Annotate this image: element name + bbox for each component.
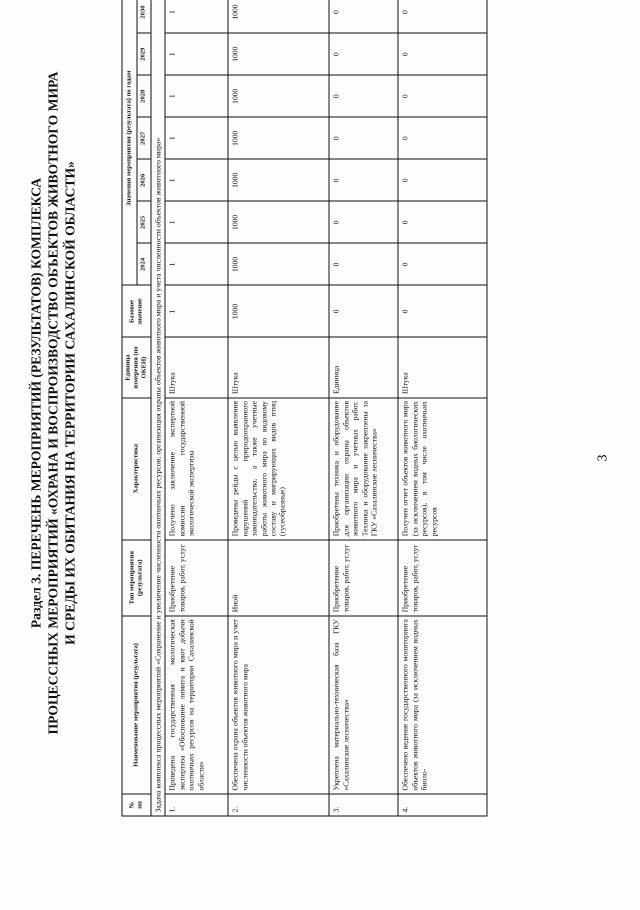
task-text: Задача комплекса процессных мероприятий «Сохранение и увеличение численности охотничьих ресурсов, организация охраны объектов животного мира и учета численности объектов животного мира» <box>151 0 165 816</box>
task-row <box>151 0 165 816</box>
header-type: Тип мероприятия (результата) <box>122 539 151 615</box>
row-value: 0 <box>398 201 487 243</box>
row-value: 1 <box>165 0 228 33</box>
row-value: 1 <box>165 75 228 117</box>
row-value: 0 <box>329 117 398 159</box>
row-value: 0 <box>398 159 487 201</box>
row-value: 1000 <box>228 117 329 159</box>
row-name: Обеспечено ведение государственного мониторинга объектов животного мира (за исключением водных биоло- <box>398 615 487 793</box>
row-name: Обеспечена охрана объектов животного мира и учет численности объектов животного мира <box>228 615 329 793</box>
row-value: 1000 <box>228 0 329 33</box>
row-type: Иной <box>228 539 329 615</box>
header-year: 2025 <box>136 201 151 243</box>
row-value: 0 <box>398 117 487 159</box>
row-value: 0 <box>329 75 398 117</box>
row-value: 0 <box>398 243 487 285</box>
row-base: 0 <box>329 285 398 337</box>
rotated-landscape-content <box>25 0 635 820</box>
table-row <box>398 0 487 816</box>
row-value: 1000 <box>228 159 329 201</box>
header-name: Наименование мероприятия (результата) <box>122 615 151 793</box>
row-unit: Штука <box>398 337 487 397</box>
row-base: 0 <box>398 285 487 337</box>
row-number: 2. <box>228 793 329 815</box>
table-row <box>228 0 329 816</box>
row-characteristic: Получен отчет объектов животного мира (за исключением водных биологических ресурсов), в том числе охотничьих ресурсов <box>398 397 487 539</box>
table-row <box>165 0 228 816</box>
page-number: 3 <box>595 454 611 462</box>
header-no: № пп <box>122 793 151 815</box>
row-value: 1000 <box>228 75 329 117</box>
row-characteristic: Получено заключение экспертной комиссии государственной экологической экспертизы <box>165 397 228 539</box>
row-type: Приобретение товаров, работ, услуг <box>398 539 487 615</box>
row-value: 1 <box>165 159 228 201</box>
header-row <box>122 0 137 816</box>
row-name: Укреплена материально-техническая база ГКУ «Сахалинские лесничества» <box>329 615 398 793</box>
heading-line-1: Раздел 3. ПЕРЕЧЕНЬ МЕРОПРИЯТИЙ (РЕЗУЛЬТАТОВ) КОМПЛЕКСА <box>28 177 43 628</box>
header-year: 2027 <box>136 117 151 159</box>
row-value: 0 <box>398 75 487 117</box>
table-row <box>329 0 398 816</box>
header-base: Базовое значение <box>122 285 151 337</box>
section-heading <box>27 0 78 820</box>
row-value: 0 <box>398 0 487 33</box>
header-values-group: Значения мероприятия (результата) по годам <box>122 0 137 285</box>
row-value: 0 <box>329 0 398 33</box>
row-characteristic: Проведены рейды с целью выявления нарушений природоохранного законодательства, а также учетные работы животного мира по видовому составу и мигрирующих видов птиц (гусеобразные) <box>228 397 329 539</box>
row-number: 1. <box>165 793 228 815</box>
row-type: Приобретение товаров, работ, услуг <box>165 539 228 615</box>
heading-line-2: ПРОЦЕССНЫХ МЕРОПРИЯТИЙ «ОХРАНА И ВОСПРОИЗВОДСТВО ОБЪЕКТОВ ЖИВОТНОГО МИРА <box>45 71 60 734</box>
row-number: 3. <box>329 793 398 815</box>
row-unit: Штука <box>165 337 228 397</box>
measures-table <box>121 0 487 816</box>
heading-line-3: И СРЕДЫ ИХ ОБИТАНИЯ НА ТЕРРИТОРИИ САХАЛИНСКОЙ ОБЛАСТИ» <box>62 160 77 645</box>
row-number: 4. <box>398 793 487 815</box>
row-value: 0 <box>329 201 398 243</box>
row-value: 1 <box>165 117 228 159</box>
header-unit: Единица измерения (по ОКЕИ) <box>122 337 151 397</box>
header-year: 2029 <box>136 33 151 75</box>
row-characteristic: Приобретены техника и оборудование для организации охраны объектов животного мира и учетных работ. Техника и оборудование закреплены за ГКУ «Сахалинские лесничества» <box>329 397 398 539</box>
row-value: 1000 <box>228 33 329 75</box>
header-characteristic: Характеристика <box>122 397 151 539</box>
row-value: 0 <box>329 33 398 75</box>
row-unit: Единица <box>329 337 398 397</box>
row-value: 0 <box>398 33 487 75</box>
row-value: 0 <box>329 159 398 201</box>
header-year: 2030 <box>136 0 151 33</box>
row-name: Проведена государственная экологическая экспертиза «Обоснование лимита и квот добычи охотничьих ресурсов на территории Сахалинской области» <box>165 615 228 793</box>
header-year: 2028 <box>136 75 151 117</box>
row-base: 1000 <box>228 285 329 337</box>
row-value: 1 <box>165 243 228 285</box>
row-value: 1 <box>165 201 228 243</box>
header-year: 2026 <box>136 159 151 201</box>
row-base: 1 <box>165 285 228 337</box>
row-unit: Штука <box>228 337 329 397</box>
row-type: Приобретение товаров, работ, услуг <box>329 539 398 615</box>
row-value: 1 <box>165 33 228 75</box>
row-value: 0 <box>329 243 398 285</box>
row-value: 1000 <box>228 243 329 285</box>
header-year: 2024 <box>136 243 151 285</box>
row-value: 1000 <box>228 201 329 243</box>
